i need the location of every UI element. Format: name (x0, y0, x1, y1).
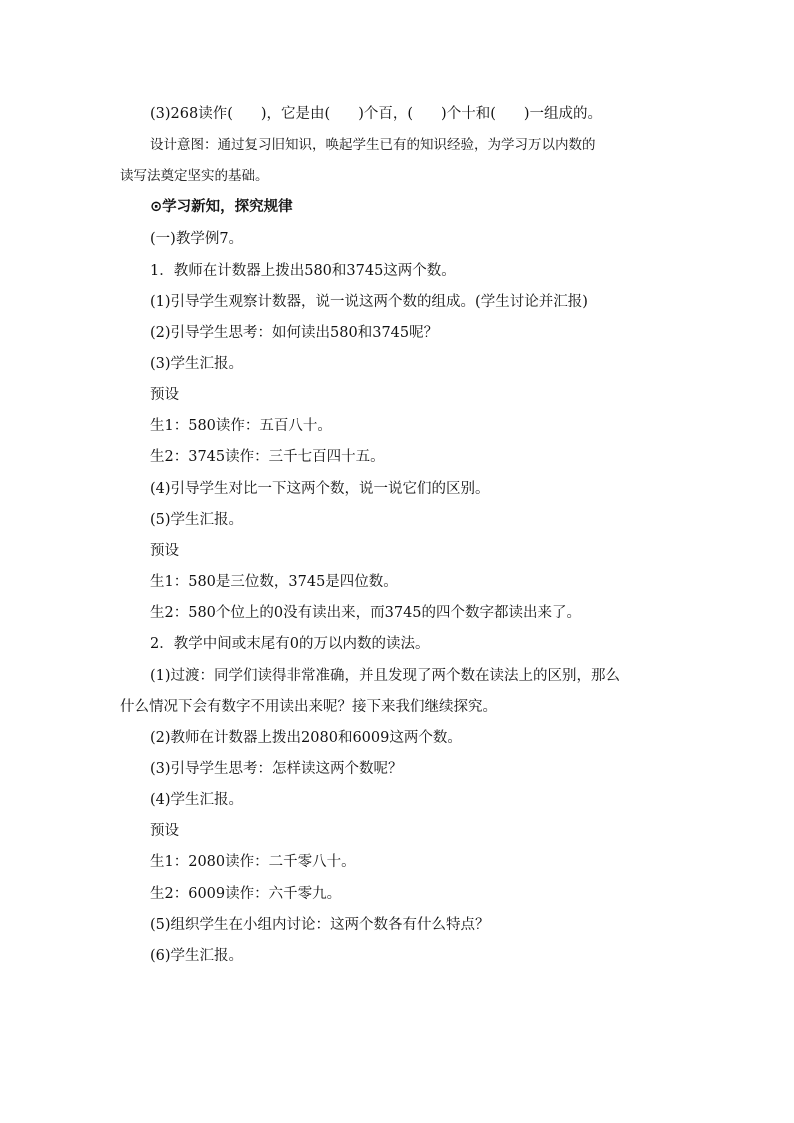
paragraph-line: (2)引导学生思考：如何读出580和3745呢？ (150, 325, 439, 341)
paragraph-line: (4)学生汇报。 (150, 792, 244, 808)
transition-line-1: (1)过渡：同学们读得非常准确，并且发现了两个数在读法上的区别，那么 (150, 668, 621, 684)
review-question (150, 104, 602, 124)
paragraph-line: (2)教师在计数器上拨出2080和6009这两个数。 (150, 730, 462, 746)
review-question-part3: )个百，( (358, 106, 414, 122)
review-question-part2: )，它是由( (260, 106, 331, 122)
paragraph-line: (5)组织学生在小组内讨论：这两个数各有什么特点？ (150, 917, 490, 933)
paragraph-line: 生2：6009读作：六千零九。 (150, 886, 342, 902)
paragraph-line: 1．教师在计数器上拨出580和3745这两个数。 (150, 263, 456, 279)
paragraph-line: 预设 (150, 823, 179, 839)
paragraph-line: (6)学生汇报。 (150, 948, 244, 964)
paragraph-line: (3)学生汇报。 (150, 356, 244, 372)
review-question-part1: (3)268读作( (150, 106, 233, 122)
paragraph-line: 生1：580读作：五百八十。 (150, 418, 332, 434)
review-question-part4: )个十和( (441, 106, 496, 122)
design-intent-line-1: 设计意图：通过复习旧知识，唤起学生已有的知识经验，为学习万以内数的 (150, 137, 596, 153)
design-intent-line-2: 读写法奠定坚实的基础。 (120, 168, 269, 184)
paragraph-line: 生2：580个位上的0没有读出来，而3745的四个数字都读出来了。 (150, 605, 582, 621)
review-question-part5: )一组成的。 (523, 106, 603, 122)
paragraph-line: 预设 (150, 543, 179, 559)
paragraph-line: (5)学生汇报。 (150, 512, 244, 528)
section-heading: ⊙学习新知，探究规律 (150, 199, 293, 215)
paragraph-line: (1)引导学生观察计数器，说一说这两个数的组成。(学生讨论并汇报) (150, 294, 588, 310)
paragraph-line: 生2：3745读作：三千七百四十五。 (150, 449, 385, 465)
paragraph-line: 生1：580是三位数，3745是四位数。 (150, 574, 398, 590)
paragraph-line: (一)教学例7。 (150, 231, 244, 247)
transition-line-2: 什么情况下会有数字不用读出来呢？接下来我们继续探究。 (120, 699, 497, 715)
paragraph-line: 2．教学中间或末尾有0的万以内数的读法。 (150, 636, 430, 652)
paragraph-line: 预设 (150, 387, 179, 403)
paragraph-line: 生1：2080读作：二千零八十。 (150, 854, 356, 870)
paragraph-line: (4)引导学生对比一下这两个数，说一说它们的区别。 (150, 481, 490, 497)
paragraph-line: (3)引导学生思考：怎样读这两个数呢？ (150, 761, 403, 777)
